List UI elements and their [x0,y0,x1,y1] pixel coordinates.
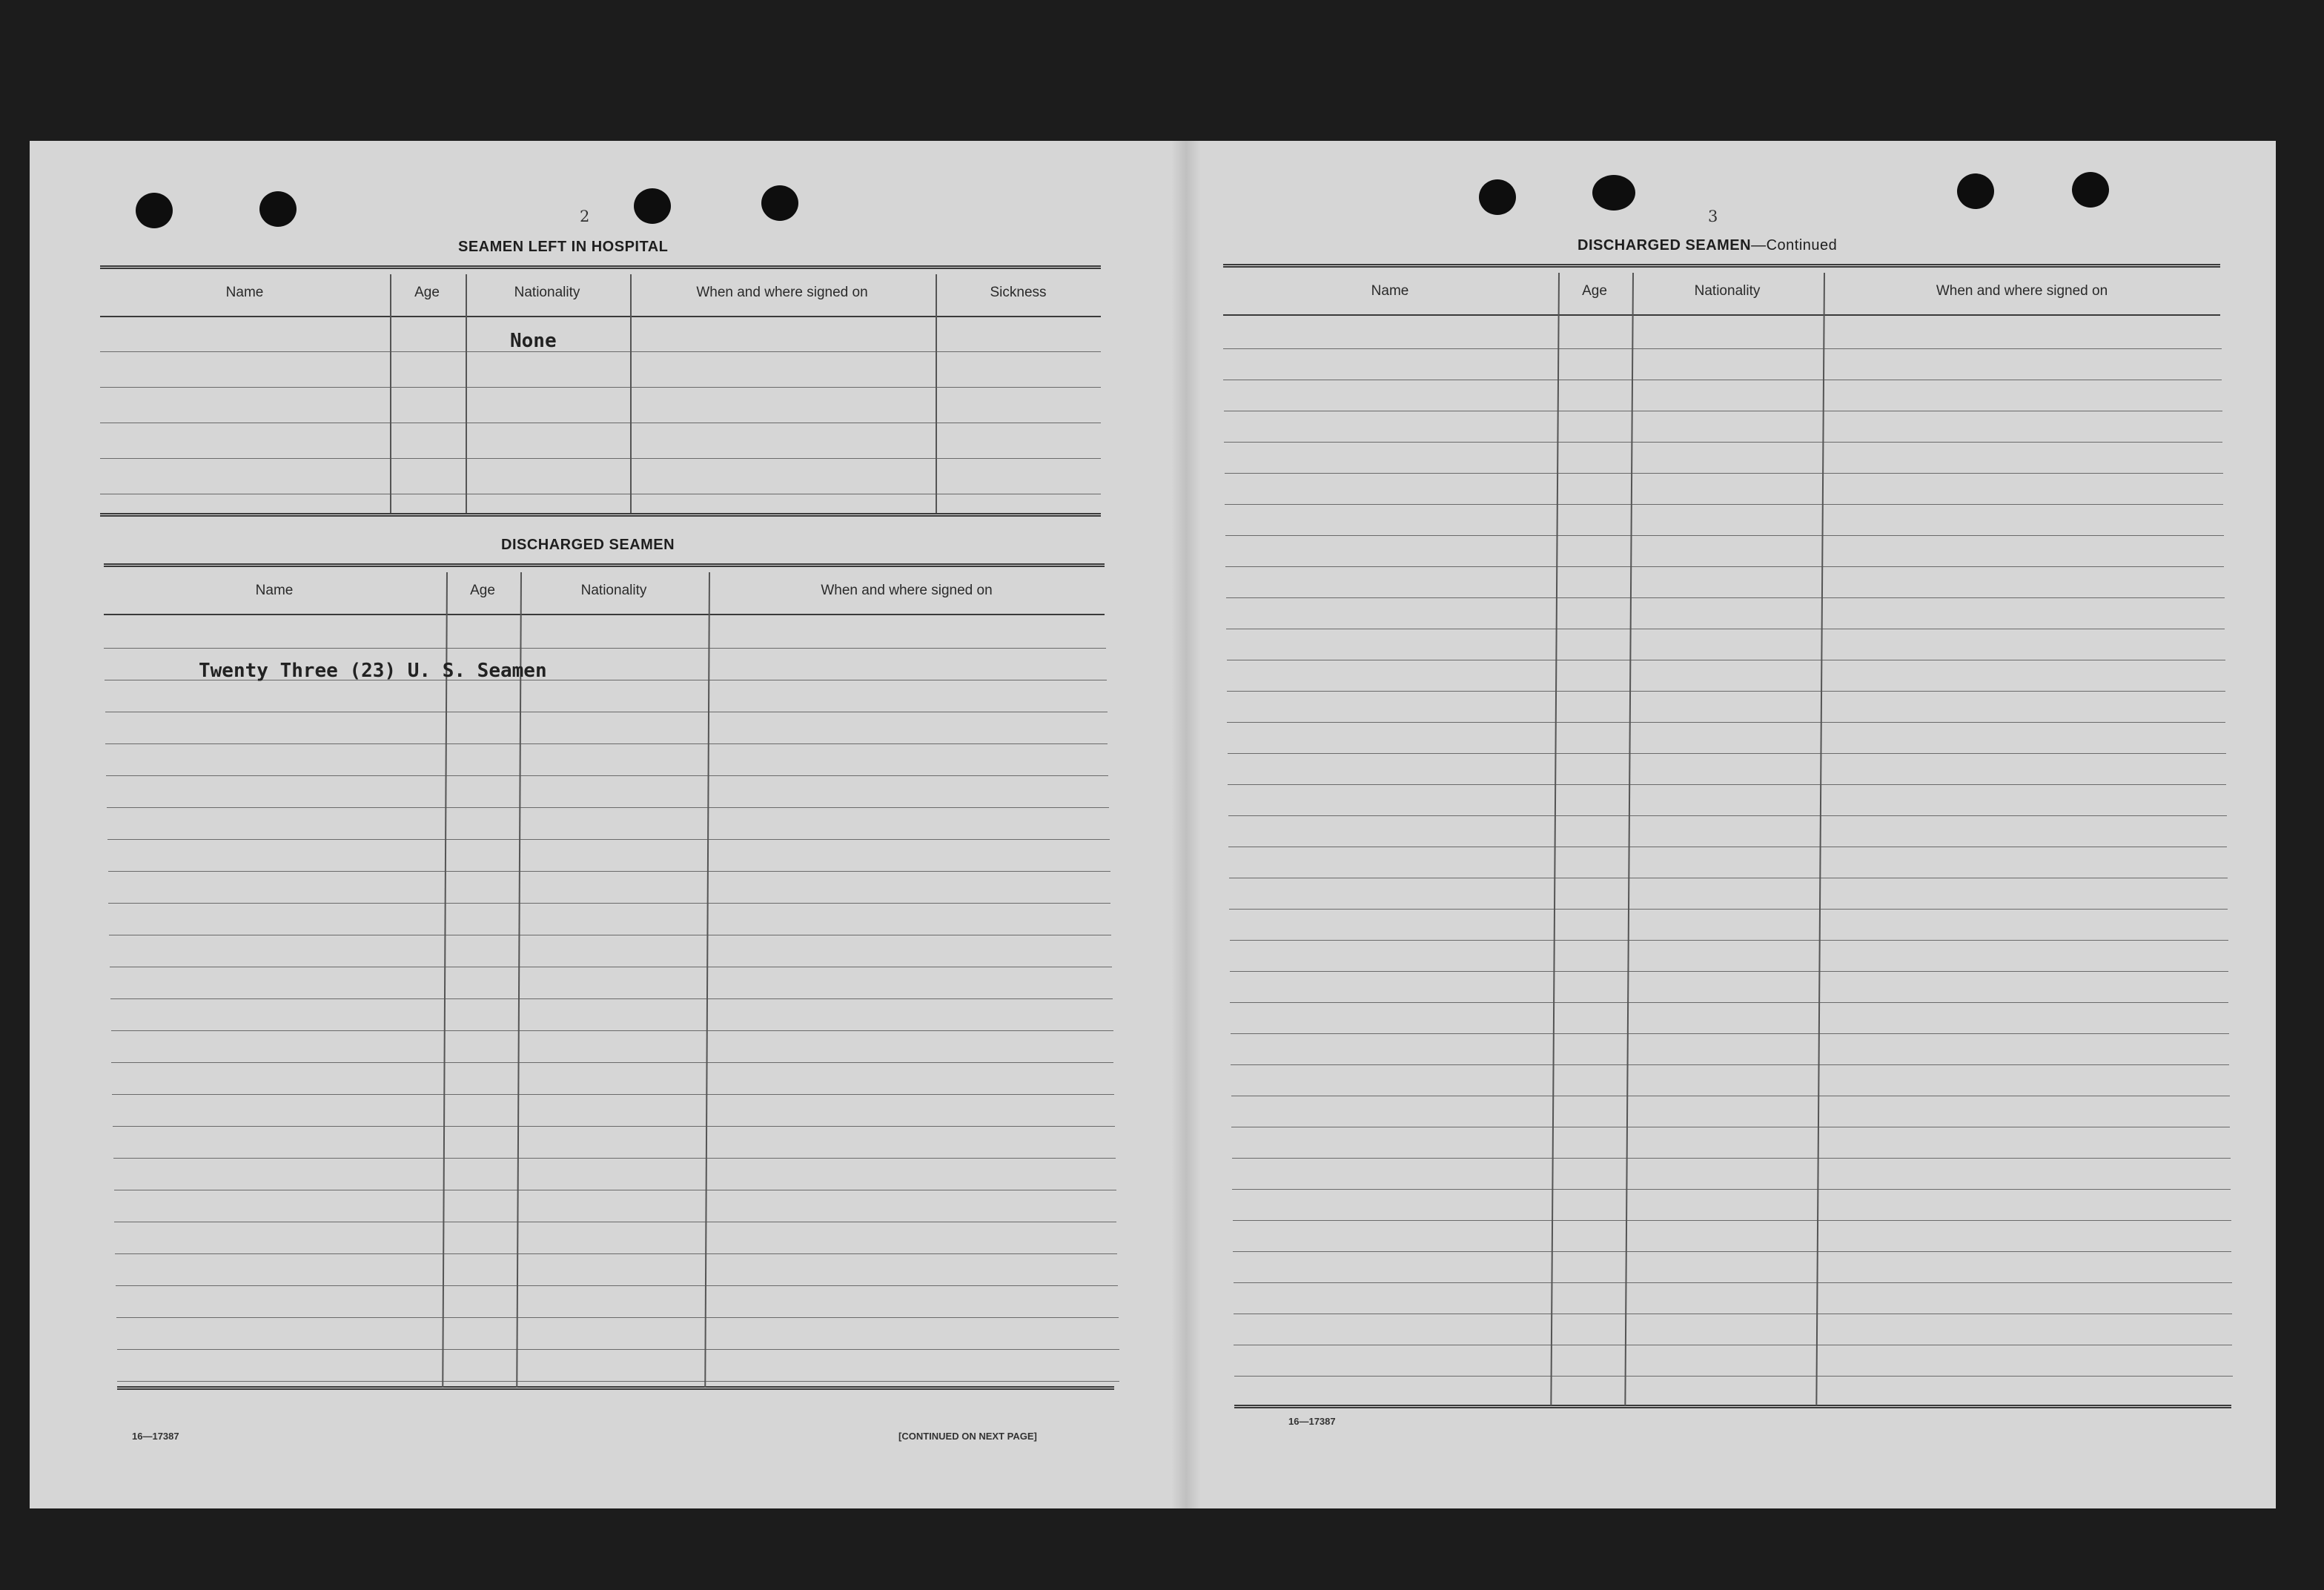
col-nationality-header: Nationality [514,285,580,300]
row-line [100,458,1101,459]
row-line [1231,1033,2229,1034]
row-line [1230,971,2228,972]
col-age-header: Age [470,583,495,598]
center-fold [1171,141,1201,1508]
row-line [100,351,1101,352]
row-line [111,1062,1113,1063]
row-line [1234,1282,2232,1283]
col-name-header: Name [225,285,264,300]
row-line [1227,691,2225,692]
continued-note: [CONTINUED ON NEXT PAGE] [898,1431,1037,1442]
row-line [1225,535,2224,536]
form-number: 16—17387 [132,1431,179,1442]
title-suffix: —Continued [1751,237,1838,254]
col-sickness-header: Sickness [990,285,1047,300]
discharged-entry: Twenty Three (23) U. S. Seamen [199,660,547,682]
col-name-header: Name [255,583,294,598]
column-divider [390,274,391,513]
punch-hole [2072,172,2109,208]
column-divider [1624,273,1634,1405]
punch-hole [136,193,173,228]
row-line [1224,442,2222,443]
punch-hole [1479,179,1516,215]
punch-hole [761,185,798,221]
column-divider [516,572,522,1388]
form-number: 16—17387 [1288,1416,1336,1427]
table-bottom-rule [1234,1405,2231,1408]
row-line [1225,504,2223,505]
punch-hole [259,191,297,227]
row-line [1228,815,2227,816]
discharged-continued-title [1578,237,1837,254]
punch-hole [634,188,671,224]
row-line [113,1158,1116,1159]
page-number: 2 [580,208,590,225]
right-page [1201,141,2276,1508]
hospital-section-title: SEAMEN LEFT IN HOSPITAL [458,239,669,255]
row-line [115,1253,1117,1254]
column-divider [630,274,632,513]
column-divider [1815,273,1825,1405]
row-line [1225,473,2223,474]
row-line [111,1030,1113,1031]
col-name-header: Name [1371,283,1409,299]
col-age-header: Age [414,285,440,300]
table-top-rule [104,563,1105,567]
row-line [1233,1251,2231,1252]
col-nationality-header: Nationality [580,583,647,598]
table-top-rule [100,265,1101,269]
page-number: 3 [1708,208,1718,225]
row-line [108,871,1110,872]
row-line [106,775,1108,776]
title-main: DISCHARGED SEAMEN [1578,237,1752,254]
row-line [1223,348,2222,349]
column-divider [936,274,937,513]
column-divider [442,572,448,1388]
col-signed-on-header: When and where signed on [1936,283,2108,299]
punch-hole [1592,175,1635,211]
row-line [1228,784,2226,785]
row-line [117,1349,1119,1350]
row-line [117,1381,1119,1382]
row-line [105,743,1108,744]
header-rule [1223,314,2220,316]
row-line [1227,722,2225,723]
column-divider [1550,273,1560,1405]
column-divider [466,274,467,513]
row-line [1229,909,2228,910]
punch-hole [1957,173,1994,209]
row-line [1233,1220,2231,1221]
header-rule [100,316,1101,317]
col-nationality-header: Nationality [1694,283,1761,299]
row-line [107,807,1109,808]
row-line [107,839,1110,840]
row-line [112,1094,1114,1095]
table-top-rule [1223,264,2220,268]
col-signed-on-header: When and where signed on [696,285,868,300]
column-divider [704,572,710,1388]
row-line [1230,940,2228,941]
row-line [1228,753,2226,754]
row-line [1232,1189,2231,1190]
table-bottom-rule [117,1386,1114,1390]
col-age-header: Age [1582,283,1607,299]
document-sheet [30,141,2276,1508]
discharged-section-title: DISCHARGED SEAMEN [501,537,675,553]
row-line [1232,1158,2231,1159]
left-page [30,141,1171,1508]
row-line [113,1126,1115,1127]
row-line [110,998,1113,999]
hospital-entry: None [510,330,557,352]
row-line [1226,597,2225,598]
row-line [108,903,1110,904]
row-line [1231,1064,2229,1065]
row-line [1225,566,2224,567]
table-bottom-rule [100,513,1101,517]
row-line [116,1317,1119,1318]
col-signed-on-header: When and where signed on [821,583,993,598]
row-line [1234,1376,2233,1377]
row-line [1230,1002,2228,1003]
row-line [116,1285,1118,1286]
row-line [100,387,1101,388]
header-rule [104,614,1105,615]
row-line [104,648,1106,649]
